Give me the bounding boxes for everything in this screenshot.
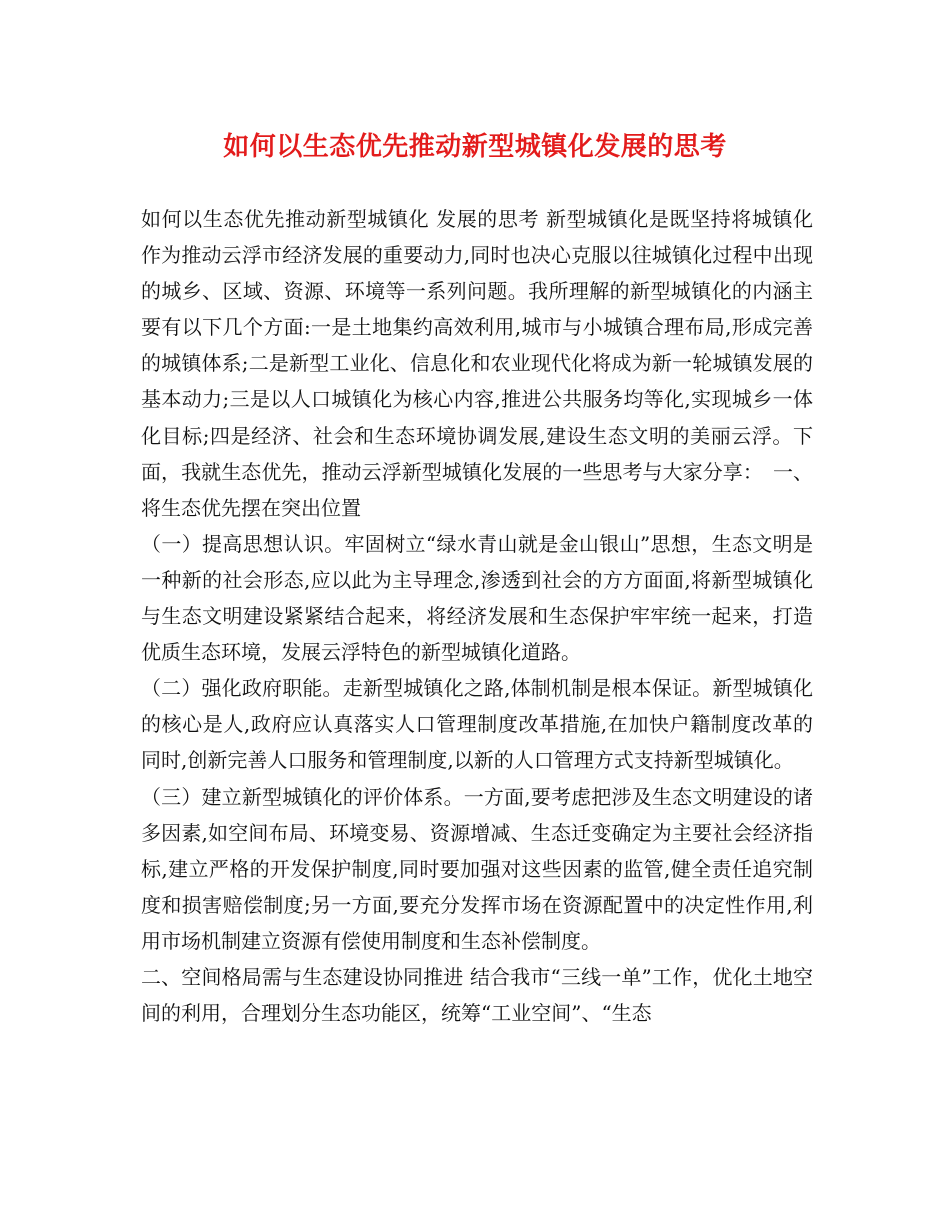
document-title: 如何以生态优先推动新型城镇化发展的思考 [223, 132, 727, 162]
paragraph-section-1-3: （三）建立新型城镇化的评价体系。一方面,要考虑把涉及生态文明建设的诸多因素,如空间布局、环境变易、资源增减、生态迁变确定为主要社会经济指标,建立严格的开发保护制度,同时要加强对这些因素的监管,健全责任追究制度和损害赔偿制度;另一方面,要充分发挥市场在资源配置中的决定性作用,利用市场机制建立资源有偿使用制度和生态补偿制度。 [141, 784, 813, 953]
paragraph-intro: 如何以生态优先推动新型城镇化 发展的思考 新型城镇化是既坚持将城镇化作为推动云浮市经济发展的重要动力,同时也决心克服以往城镇化过程中出现的城乡、区域、资源、环境等一系列问题。我所理解的新型城镇化的内涵主要有以下几个方面:一是土地集约高效利用,城市与小城镇合理布局,形成完善的城镇体系;二是新型工业化、信息化和农业现代化将成为新一轮城镇发展的基本动力;三是以人口城镇化为核心内容,推进公共服务均等化,实现城乡一体化目标;四是经济、社会和生态环境协调发展,建设生态文明的美丽云浮。下面，我就生态优先，推动云浮新型城镇化发展的一些思考与大家分享： 一、将生态优先摆在突出位置 [141, 207, 813, 520]
paragraph-section-1-2: （二）强化政府职能。走新型城镇化之路,体制机制是根本保证。新型城镇化的核心是人,政府应认真落实人口管理制度改革措施,在加快户籍制度改革的同时,创新完善人口服务和管理制度,以新的人口管理方式支持新型城镇化。 [141, 676, 813, 773]
paragraph-section-1-1: （一）提高思想认识。牢固树立“绿水青山就是金山银山”思想，生态文明是一种新的社会形态,应以此为主导理念,渗透到社会的方方面面,将新型城镇化与生态文明建设紧紧结合起来，将经济发展和生态保护牢牢统一起来，打造优质生态环境，发展云浮特色的新型城镇化道路。 [141, 531, 813, 665]
document-body [141, 201, 813, 1031]
paragraph-section-2: 二、空间格局需与生态建设协同推进 结合我市“三线一单”工作，优化土地空间的利用，合理划分生态功能区，统筹“工业空间”、“生态 [141, 964, 813, 1026]
